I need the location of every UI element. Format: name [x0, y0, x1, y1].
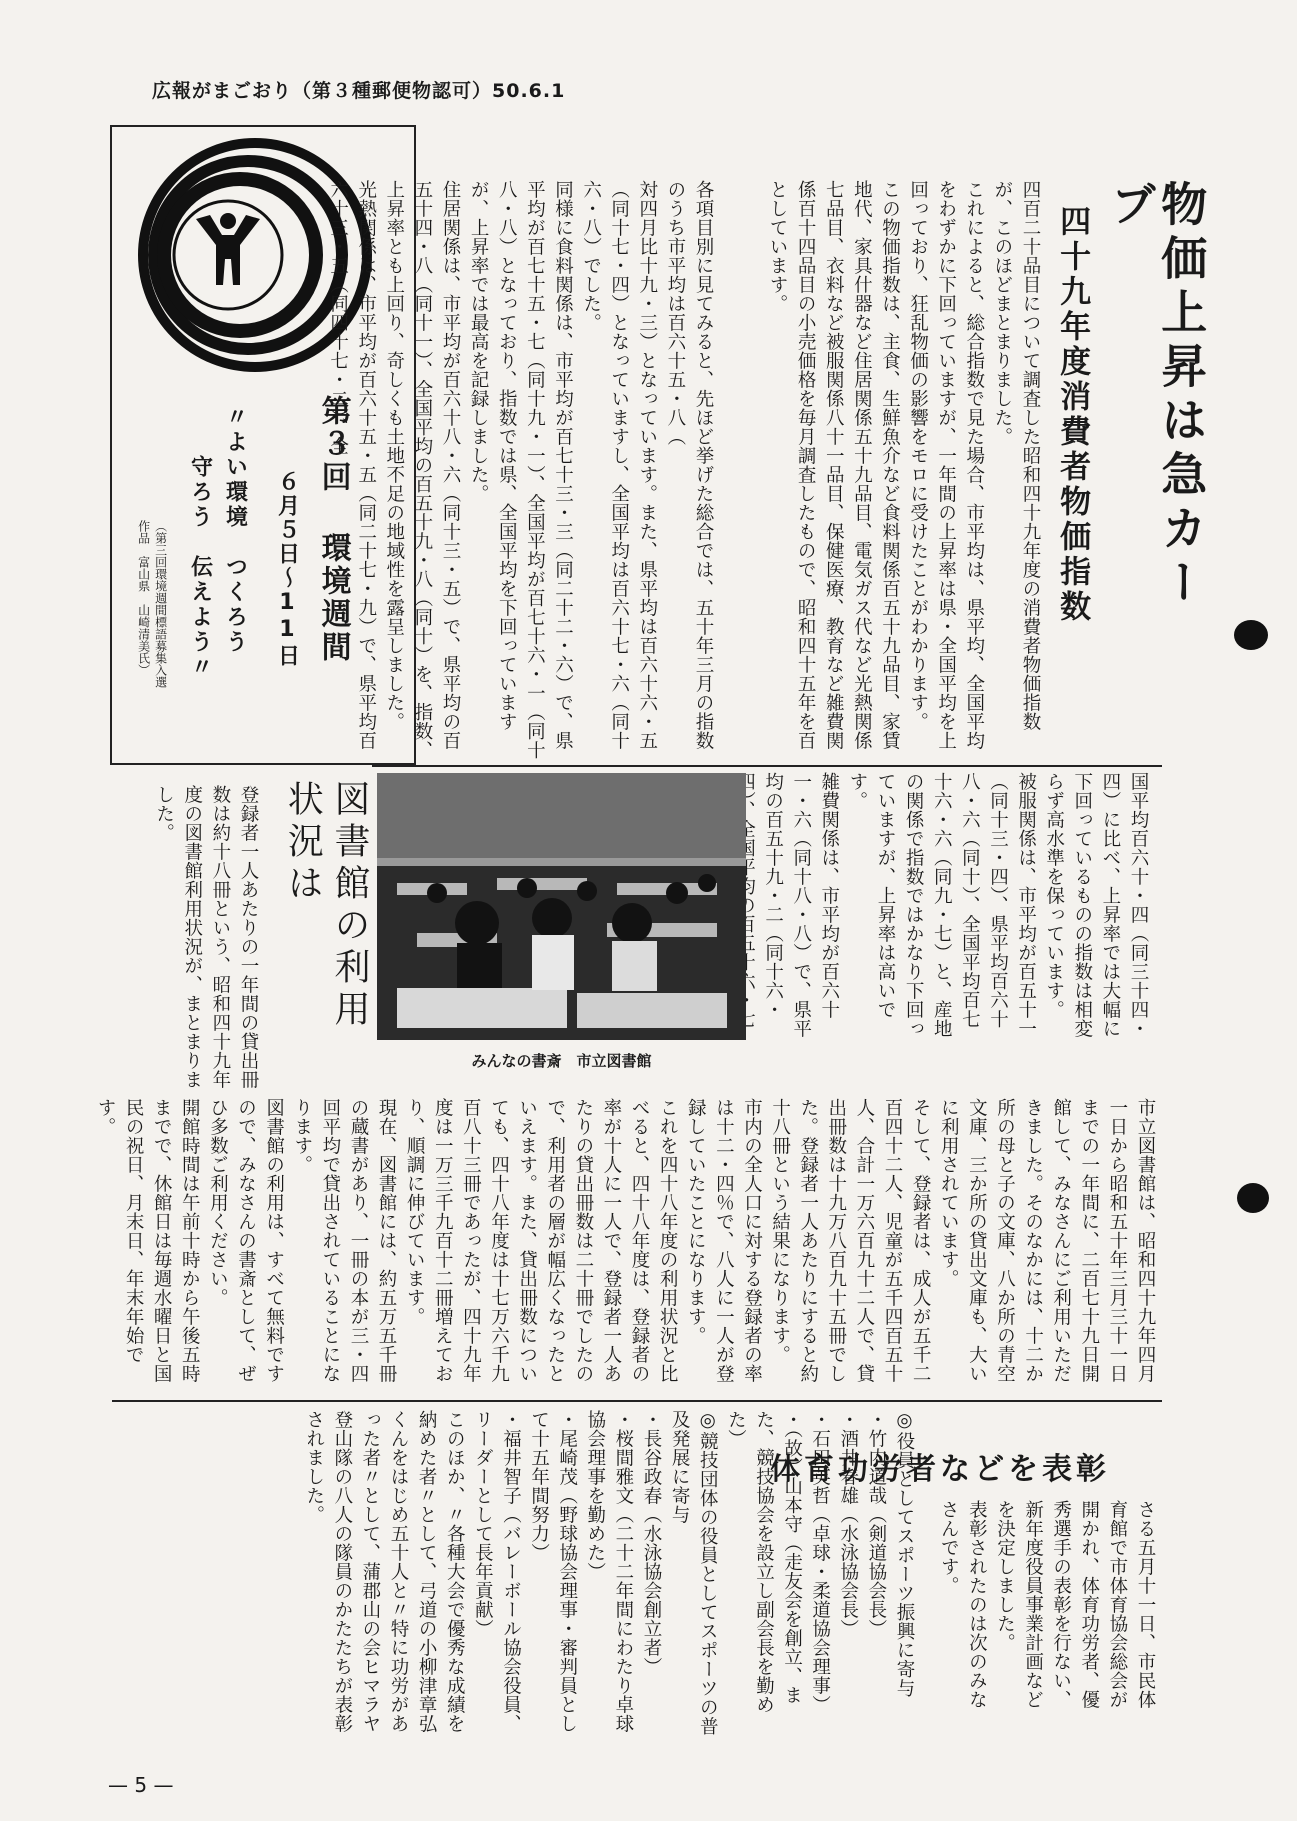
- environment-week-title: 第３回 環境週間: [315, 395, 351, 664]
- library-article-title: 図書館の利用状況は: [282, 780, 370, 1032]
- section-divider: [372, 765, 1162, 767]
- sports-p6: ・石田英哲（卓球・柔道協会理事）: [809, 1410, 831, 1714]
- price-p4: 各項目別に見てみると、先ほど挙げた総合では、五十年三月の指数のうち市平均は百六十五・八（: [664, 180, 714, 750]
- library-article-body-main: [94, 1098, 1159, 1398]
- library-p1: 登録者一人あたりの一年間の貸出冊数は約十八冊という、昭和四十九年度の図書館利用状況が、まとまりました。: [153, 785, 259, 1089]
- price-article-title: 物価上昇は急カーブ: [1103, 180, 1209, 612]
- sports-p8: ◎競技団体の役員としてスポーツの普及発展に寄与: [669, 1410, 719, 1736]
- masthead: 広報がまごおり（第３種郵便物認可）50.6.1: [152, 80, 566, 102]
- sports-p10: ・桜間雅文（二十二年間にわたり卓球協会理事を勤めた）: [584, 1410, 634, 1733]
- sports-article-title: 体育功労者などを表彰: [770, 1452, 1110, 1487]
- sports-article-body-main: [118, 1410, 918, 1740]
- library-photo: [377, 773, 746, 1040]
- price-p11: 雑費関係は、市平均が百六十一・六（同十八・八）で、県平均の百五十九・二（同十六・: [762, 772, 840, 1038]
- price-article-body-upper-right: [722, 180, 1044, 760]
- price-p3: この物価指数は、主食、生鮮魚介など食料関係百五十九品目、家賃地代、家具什器など住居関係五十九品目、電気ガス代など光熱関係七品目、衣料など被服関係八十一品目、保健医療、教育など雑費関係百十四品目の小売価格を毎月調査したもので、昭和四十五年を百としています。: [767, 180, 901, 750]
- section-divider-2: [112, 1400, 1162, 1402]
- punch-hole-bottom: [1237, 1183, 1269, 1213]
- sports-p5: ・酒井春雄（水泳協会長）: [837, 1410, 859, 1638]
- library-p6: 現在、図書館には、約五万五千冊の蔵書があり、一冊の本が三・四回平均で貸出されていることになります。: [291, 1098, 398, 1383]
- sports-p11: ・尾崎茂（野球協会理事・審判員として十五年間努力）: [528, 1410, 578, 1733]
- price-p9: 国平均百六十・四（同三十四・四）に比べ、上昇率では大幅に下回っているものの指数は相変らず高水準を保っています。: [1043, 772, 1149, 1038]
- price-article-body-lower: [752, 772, 1152, 1042]
- sports-p2: 表彰されたのは次のみなさんです。: [938, 1500, 988, 1709]
- sports-p1: さる五月十一日、市民体育館で市体育協会総会が開かれ、体育功労者、優秀選手の表彰を行ない、新年度役員事業計画などを決定しました。: [994, 1500, 1156, 1709]
- photo-caption: みんなの書斎 市立図書館: [471, 1052, 652, 1070]
- library-photo-image: [377, 773, 746, 1040]
- sports-p12: ・福井智子（バレーボール協会役員、リーダーとして長年貢献）: [472, 1410, 522, 1733]
- library-p2: 市立図書館は、昭和四十九年四月一日から昭和五十年三月三十一日までの一年間に、二百七十九日開館して、みなさんにご利用いただきました。そのなかには、十二か所の母と子の文庫、八か所の青空文庫、三か所の貸出文庫も、大いに利用されています。: [938, 1098, 1156, 1383]
- page-number: — 5 —: [108, 1773, 174, 1797]
- sports-article-body-right: [922, 1500, 1159, 1725]
- punch-hole-top: [1234, 620, 1268, 650]
- library-p7: 図書館の利用は、すべて無料ですので、みなさんの書斎として、ぜひ多数ご利用ください。: [207, 1098, 285, 1383]
- price-p6: 同様に食料関係は、市平均が百七十三・三（同二十二・六）で、県平均が百七十五・七（同十九・一）、全国平均が百七十六・一（同十八・八）となっており、指数では県、全国平均を下回っていますが、上昇率では最高を記録しました。: [468, 180, 574, 760]
- environment-credit-line2: 作品 富山県 山崎清美氏）: [136, 520, 151, 676]
- library-p4: 市内の全人口に対する登録者の率は十二・四％で、八人に一人が登録していたことになります。: [685, 1098, 763, 1383]
- sports-p13: このほか、〃各種大会で優秀な成績を納めた者〃として、弓道の小柳津章弘くんをはじめ五十人と〃特に功労があった者〃として、蒲郡山の会ヒマラヤ登山隊の八人の隊員のかたたちが表彰されました。: [303, 1410, 466, 1733]
- sports-p9: ・長谷政春（水泳協会創立者）: [641, 1410, 663, 1676]
- environment-credit-line1: （第三回環境週間標語募集入選: [153, 520, 168, 688]
- library-p8: 開館時間は午前十時から午後五時までで、休館日は毎週水曜日と国民の祝日、月末日、年末年始です。: [94, 1098, 201, 1383]
- price-p1: 四百二十品目について調査した昭和四十九年度の消費者物価指数が、このほどまとまりました。: [991, 180, 1041, 731]
- library-p5: これを四十八年度の利用状況と比べると、四十八年度は、登録者の率が十人に一人で、登録者一人あたりの貸出冊数は二十冊でしたので、利用者の層が幅広くなったといえます。また、貸出冊数についても、四十八年度は十七万六千九百八十三冊であったが、四十九年度は一万三千九百十二冊増えており、順調に伸びています。: [404, 1098, 679, 1383]
- environment-week-dates: ６月５日～11日: [274, 470, 300, 668]
- environment-slogan-line1: 〃よい環境 つくろう: [222, 405, 249, 655]
- price-p7: 住居関係は、市平均が百六十八・六（同十三・五）で、県平均の百五十四・八（同十一）、全国平均の百五十九・八（同十）を、指数、上昇率とも上回り、奇しくも土地不足の地域性を露呈しました。: [383, 180, 462, 760]
- price-p2: これによると、総合指数で見た場合、市平均は、県平均、全国平均をわずかに下回っていますが、一年間の上昇率は県・全国平均を上回っており、狂乱物価の影響をモロに受けたことがわかります。: [907, 180, 985, 750]
- price-p5: 対四月比十九・三）となっています。また、県平均は百六十六・五（同十七・四）となっていますし、全国平均は百六十七・六（同十六・八）でした。: [580, 180, 658, 750]
- price-p10: 被服関係は、市平均が百五十一（同十三・四）、県平均百六十八・六（同十）、全国平均百七十六・六（同九・七）と、産地の関係で指数ではかなり下回っていますが、上昇率は高いです。: [846, 772, 1037, 1038]
- sports-p3: ◎役員としてスポーツ振興に寄与: [894, 1410, 915, 1698]
- price-p8: 光熱関係は、市平均が百六十五・五（同二十七・九）で、県平均百六十三・五（同四十七・二）、全: [327, 180, 377, 750]
- sports-p4: ・竹内道哉（剣道協会長）: [865, 1410, 887, 1638]
- library-article-body-intro: [140, 785, 262, 1090]
- price-article-subtitle: 四十九年度消費者物価指数: [1054, 205, 1091, 625]
- library-p3: そして、登録者は、成人が五千二百四十二人、児童が五千四百五十人、合計一万六百九十二人で、貸出冊数は十九万八百九十五冊でした。登録者一人あたりにすると約十八冊という結果になります。: [769, 1098, 932, 1383]
- environment-slogan-line2: 守ろう 伝えよう〃: [187, 455, 214, 680]
- sports-p7: ・（故）山本守（走友会を創立、また、競技協会を設立し副会長を勤めた）: [725, 1410, 803, 1714]
